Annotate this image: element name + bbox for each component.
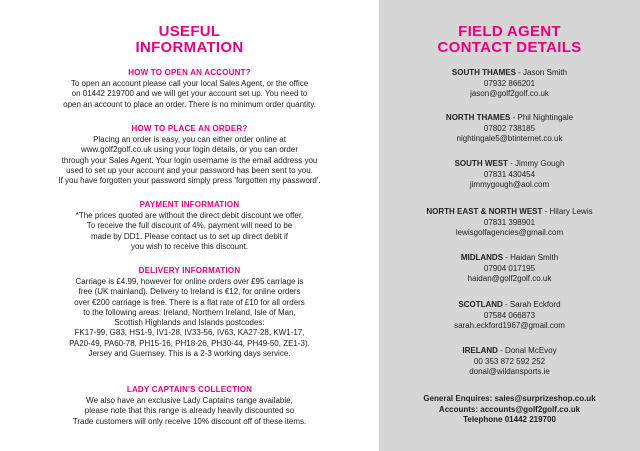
body-line: Carriage is £4.99, however for online orders over £95 carriage is [75,277,304,286]
agent-heading [379,207,640,218]
agent-email: jimmygough@aol.com [469,180,550,190]
body-line: If you have forgotten your password simply press 'forgotten my password'. [58,176,321,186]
body-line: on 01442 219700 and we will get your account set up. You need to [71,89,308,99]
section-body [18,211,361,252]
body-line: www.golf2golf.co.uk using your login details, or you can order [80,145,298,155]
agent-email: sarah.eckford1967@gmail.com [454,321,565,331]
body-line: used to set up your account and your password has been sent to you. [66,165,313,175]
agent-email: lewisgolfagencies@gmail.com [455,228,564,238]
agent-region: SOUTH WEST [454,159,508,168]
agent-heading [379,113,640,124]
agent-email: jason@golf2golf.co.uk [470,89,549,99]
section-open-account [18,68,361,110]
body-line: please note that this range is already heavily discounted so [84,406,295,416]
agent-name: - Hilary Lewis [542,207,593,216]
body-line: Jersey and Guernsey. This is a 2-3 working days service. [88,349,291,359]
telephone-line: Telephone 01442 219700 [463,415,556,425]
body-line: free (UK mainland). Delivery to Ireland is €12, for online orders [78,287,301,297]
body-line: We also have an exclusive Lady Captains range available, [86,396,293,405]
body-line: over €200 carriage is free. There is a flat rate of £10 for all orders [74,297,305,307]
body-line: made by DD1. Please contact us to set up direct debit if [91,231,288,241]
agent-phone: 07802 738185 [483,123,536,133]
body-line: To open an account please call your local Sales Agent, or the office [70,79,309,88]
title-line-1: USEFUL [158,23,221,40]
agent-phone: 07904 017195 [483,263,536,273]
agent-region: MIDLANDS [460,253,504,262]
general-enquiries-line: General Enquires: sales@surprizeshop.co.uk [423,394,596,403]
section-body [18,396,361,427]
agent-phone: 07584 066873 [483,310,536,320]
agent-south-west [379,159,640,191]
agent-email: nightingale5@btinternet.co.uk [456,134,563,144]
agent-region: SCOTLAND [458,300,503,309]
agent-ireland [379,346,640,378]
section-place-order [18,124,361,186]
agent-name: - Jason Smith [515,68,568,77]
body-line: FK17-99, G83, HS1-9, IV1-28, IV33-56, IV63, KA27-28, KW1-17, [74,328,305,338]
accounts-line: Accounts: accounts@golf2golf.co.uk [438,404,581,414]
body-line: Scottish Highlands and Islands postcodes: [114,318,265,328]
body-line: Trade customers will only receive 10% discount off of these items. [72,416,307,426]
agent-region: NORTH EAST & NORTH WEST [426,207,543,216]
title-line-2: INFORMATION [135,39,244,56]
section-body [18,135,361,186]
section-heading: HOW TO PLACE AN ORDER? [131,124,248,133]
body-line: through your Sales Agent. Your login username is the email address you [61,155,318,165]
body-line: to the following areas: Ireland, Northern Ireland, Isle of Man, [83,307,296,317]
title-line-1: FIELD AGENT [458,23,561,40]
agent-phone: 00 353 872 592 252 [473,356,546,366]
agent-heading [379,300,640,311]
agent-email: donal@wildansports.ie [469,367,550,377]
title-line-2: CONTACT DETAILS [437,39,582,56]
agent-name: - Donal McEvoy [497,346,557,355]
section-payment-information [18,200,361,252]
agent-email: haidan@golf2golf.co.uk [467,274,552,284]
agent-heading [379,159,640,170]
section-body [18,277,361,359]
agent-region: SOUTH THAMES [451,68,516,77]
section-lady-captains-collection [18,385,361,427]
useful-information-title [0,24,379,56]
agent-scotland [379,300,640,332]
body-line: PA20-49, PA60-78, PH15-16, PH18-26, PH30-44, PH49-50, ZE1-3). [69,338,310,348]
agent-region: NORTH THAMES [445,113,511,122]
agent-north-thames [379,113,640,145]
agent-name: - Sarah Eckford [502,300,561,309]
agent-heading [379,253,640,264]
agent-north-east-north-west [379,207,640,239]
section-heading: DELIVERY INFORMATION [138,266,241,275]
body-line: you wish to receive this discount. [131,241,248,251]
body-line: *The prices quoted are without the direct debit discount we offer. [75,211,304,220]
body-line: To receive the full discount of 4%, payment will need to be [86,221,293,231]
section-body [18,79,361,110]
agent-name: - Phil Nightingale [510,113,574,122]
agent-region: IRELAND [462,346,498,355]
general-enquiries [379,394,640,426]
agent-phone: 07831 398901 [483,217,536,227]
section-heading: HOW TO OPEN AN ACCOUNT? [128,68,251,77]
agent-phone: 07831 430454 [483,169,536,179]
section-heading: LADY CAPTAIN'S COLLECTION [126,385,253,394]
body-line: Placing an order is easy, you can either order online at [93,135,286,144]
section-delivery-information [18,266,361,359]
agent-name: - Haidan Smith [503,253,559,262]
field-agent-title [379,24,640,56]
agent-heading [379,346,640,357]
agent-name: - Jimmy Gough [507,159,565,168]
agent-heading [379,68,640,79]
field-agent-contacts-panel [379,0,640,451]
body-line: open an account to place an order. There is no minimum order quantity. [63,99,316,109]
agent-phone: 07932 866201 [483,78,536,88]
agent-midlands [379,253,640,285]
agent-south-thames [379,68,640,100]
section-heading: PAYMENT INFORMATION [139,200,240,209]
